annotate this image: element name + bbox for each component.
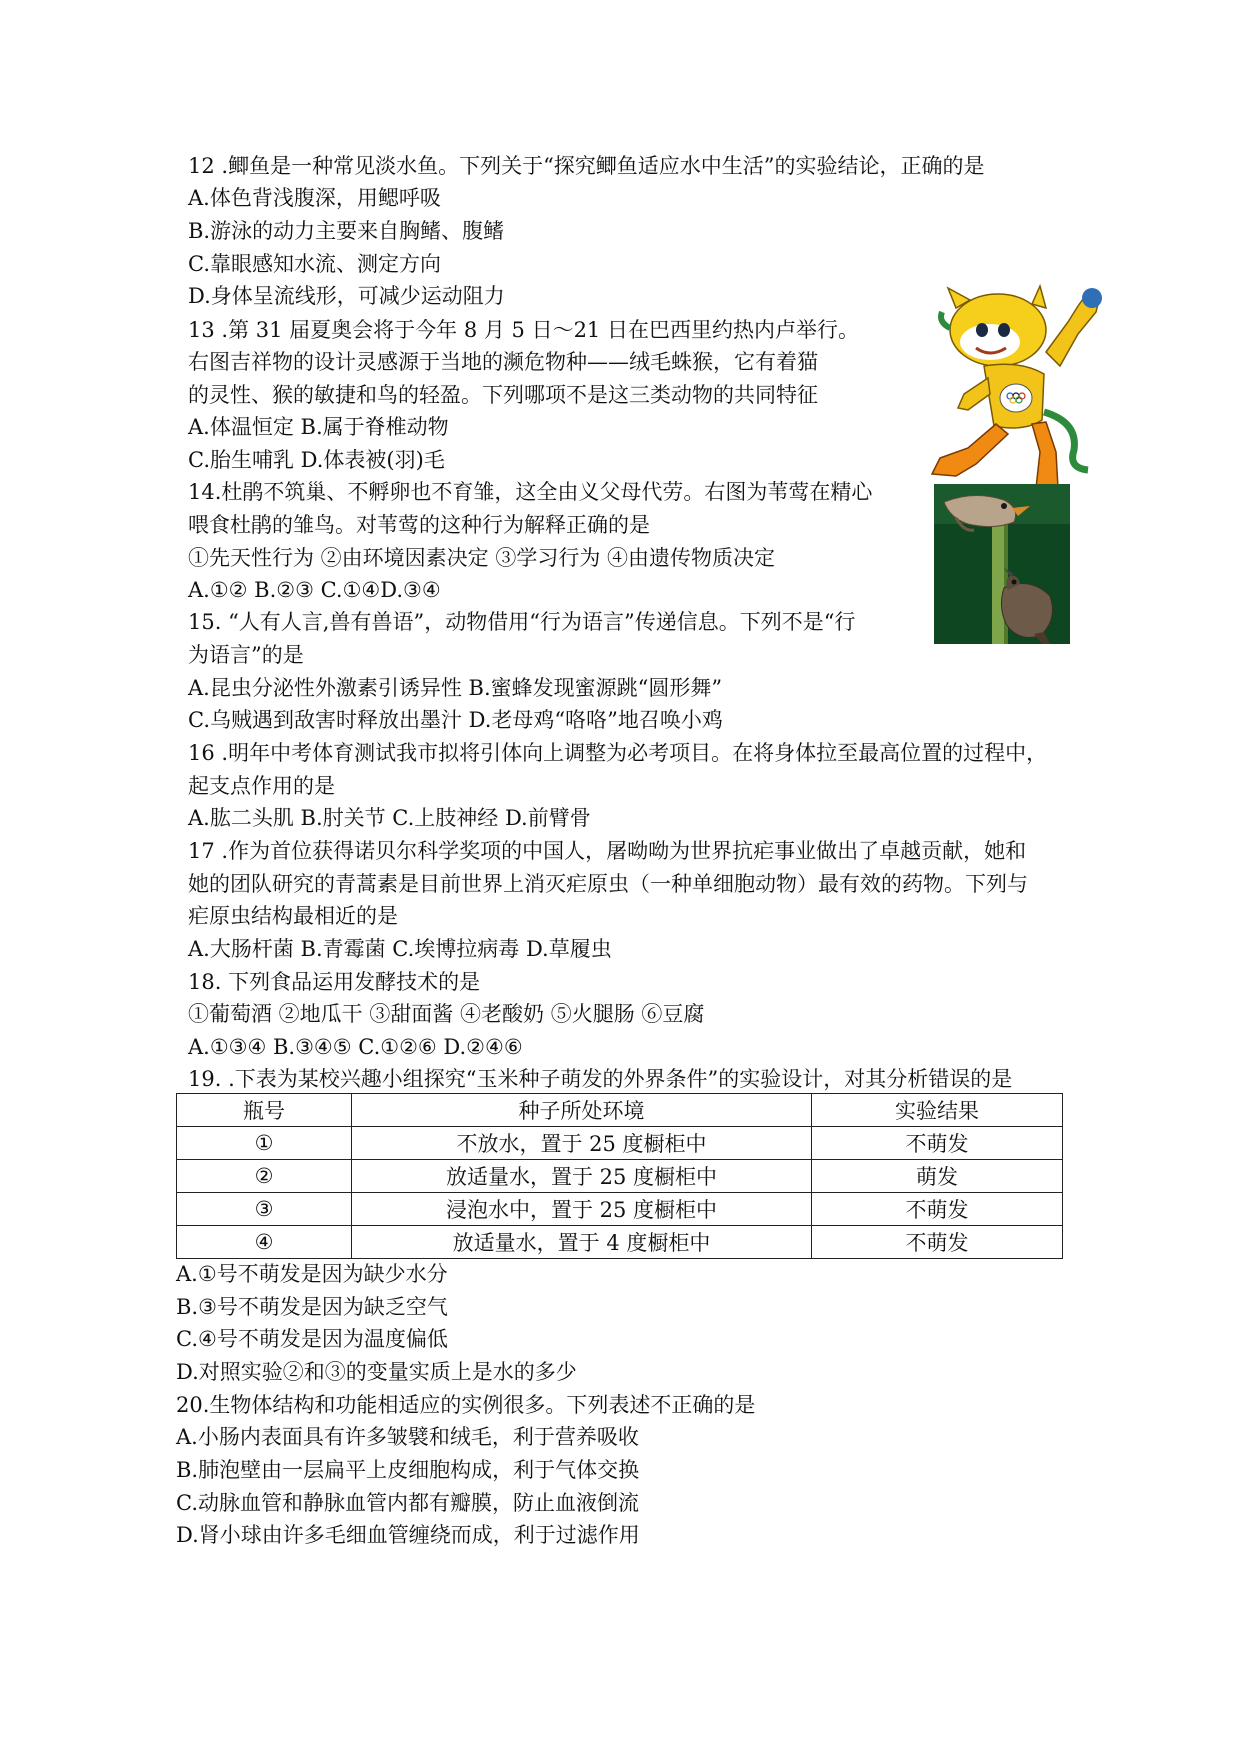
q13-stem-line-1: 13 .第 31 届夏奥会将于今年 8 月 5 日～21 日在巴西里约热内卢举行。 xyxy=(188,318,859,342)
q17-stem-line-1: 17 .作为首位获得诺贝尔科学奖项的中国人，屠呦呦为世界抗疟事业做出了卓越贡献，她和 xyxy=(188,839,1027,863)
table-cell: 不萌发 xyxy=(812,1226,1063,1259)
table-cell: 浸泡水中，置于 25 度橱柜中 xyxy=(352,1193,812,1226)
q12-option-c: C.靠眼感知水流、测定方向 xyxy=(188,252,441,276)
table-cell: ① xyxy=(177,1127,352,1160)
q17-stem-line-2: 她的团队研究的青蒿素是目前世界上消灭疟原虫（一种单细胞动物）最有效的药物。下列与 xyxy=(188,872,1028,896)
table-header: 瓶号 xyxy=(177,1094,352,1127)
table-cell: 放适量水，置于 25 度橱柜中 xyxy=(352,1160,812,1193)
q17-stem-line-3: 疟原虫结构最相近的是 xyxy=(188,904,398,928)
q15-options-ab: A.昆虫分泌性外激素引诱异性 B.蜜蜂发现蜜源跳“圆形舞” xyxy=(188,676,723,700)
table-header-row xyxy=(177,1094,1063,1127)
q15-options-cd: C.乌贼遇到敌害时释放出墨汁 D.老母鸡“咯咯”地召唤小鸡 xyxy=(188,708,723,732)
q17-options: A.大肠杆菌 B.青霉菌 C.埃博拉病毒 D.草履虫 xyxy=(188,937,612,961)
q20-stem: 20.生物体结构和功能相适应的实例很多。下列表述不正确的是 xyxy=(176,1393,756,1417)
q20-option-d: D.肾小球由许多毛细血管缠绕而成，利于过滤作用 xyxy=(176,1523,640,1547)
table-cell: ③ xyxy=(177,1193,352,1226)
q13-stem-line-3: 的灵性、猴的敏捷和鸟的轻盈。下列哪项不是这三类动物的共同特征 xyxy=(188,383,818,407)
reed-warbler-feeding-cuckoo-image xyxy=(934,484,1070,644)
table-cell: 萌发 xyxy=(812,1160,1063,1193)
q12-option-d: D.身体呈流线形，可减少运动阻力 xyxy=(188,284,505,308)
table-cell: 放适量水，置于 4 度橱柜中 xyxy=(352,1226,812,1259)
table-cell: 不萌发 xyxy=(812,1127,1063,1160)
q13-stem-line-2: 右图吉祥物的设计灵感源于当地的濒危物种——绒毛蛛猴，它有着猫 xyxy=(188,350,818,374)
q16-stem-line-1: 16 .明年中考体育测试我市拟将引体向上调整为必考项目。在将身体拉至最高位置的过程中， xyxy=(188,741,1048,765)
q19-stem: 19. .下表为某校兴趣小组探究“玉米种子萌发的外界条件”的实验设计，对其分析错误的是 xyxy=(188,1067,1013,1091)
q12-option-a: A.体色背浅腹深，用鳃呼吸 xyxy=(188,186,441,210)
q15-stem-line-2: 为语言”的是 xyxy=(188,643,304,667)
q16-stem-line-2: 起支点作用的是 xyxy=(188,774,335,798)
q12-stem: 12 .鲫鱼是一种常见淡水鱼。下列关于“探究鲫鱼适应水中生活”的实验结论，正确的是 xyxy=(188,154,985,178)
table-cell: ② xyxy=(177,1160,352,1193)
q13-options-ab: A.体温恒定 B.属于脊椎动物 xyxy=(188,415,449,439)
q12-option-b: B.游泳的动力主要来自胸鳍、腹鳍 xyxy=(188,219,505,243)
table-row xyxy=(177,1226,1063,1259)
q20-option-a: A.小肠内表面具有许多皱襞和绒毛，利于营养吸收 xyxy=(176,1425,639,1449)
q18-options: A.①③④ B.③④⑤ C.①②⑥ D.②④⑥ xyxy=(188,1035,523,1059)
q14-choices: ①先天性行为 ②由环境因素决定 ③学习行为 ④由遗传物质决定 xyxy=(188,546,776,570)
table-cell: 不放水，置于 25 度橱柜中 xyxy=(352,1127,812,1160)
q13-options-cd: C.胎生哺乳 D.体表被(羽)毛 xyxy=(188,448,445,472)
q15-stem-line-1: 15. “人有人言,兽有兽语”，动物借用“行为语言”传递信息。下列不是“行 xyxy=(188,610,856,634)
olympic-mascot-image xyxy=(928,282,1106,490)
q18-stem: 18. 下列食品运用发酵技术的是 xyxy=(188,970,481,994)
table-cell: ④ xyxy=(177,1226,352,1259)
q19-option-c: C.④号不萌发是因为温度偏低 xyxy=(176,1327,448,1351)
table-row xyxy=(177,1160,1063,1193)
q18-choices: ①葡萄酒 ②地瓜干 ③甜面酱 ④老酸奶 ⑤火腿肠 ⑥豆腐 xyxy=(188,1002,705,1026)
experiment-table xyxy=(176,1093,1063,1259)
q20-option-b: B.肺泡壁由一层扁平上皮细胞构成，利于气体交换 xyxy=(176,1458,640,1482)
q14-options: A.①② B.②③ C.①④D.③④ xyxy=(188,578,441,602)
table-row xyxy=(177,1193,1063,1226)
q20-option-c: C.动脉血管和静脉血管内都有瓣膜，防止血液倒流 xyxy=(176,1491,639,1515)
q19-option-d: D.对照实验②和③的变量实质上是水的多少 xyxy=(176,1360,577,1384)
q19-option-b: B.③号不萌发是因为缺乏空气 xyxy=(176,1295,448,1319)
table-cell: 不萌发 xyxy=(812,1193,1063,1226)
q16-options: A.肱二头肌 B.肘关节 C.上肢神经 D.前臂骨 xyxy=(188,806,591,830)
q14-stem-line-2: 喂食杜鹃的雏鸟。对苇莺的这种行为解释正确的是 xyxy=(188,513,650,537)
q19-option-a: A.①号不萌发是因为缺少水分 xyxy=(176,1262,448,1286)
table-row xyxy=(177,1127,1063,1160)
q14-stem-line-1: 14.杜鹃不筑巢、不孵卵也不育雏，这全由义父母代劳。右图为苇莺在精心 xyxy=(188,480,873,504)
table-header: 实验结果 xyxy=(812,1094,1063,1127)
table-header: 种子所处环境 xyxy=(352,1094,812,1127)
